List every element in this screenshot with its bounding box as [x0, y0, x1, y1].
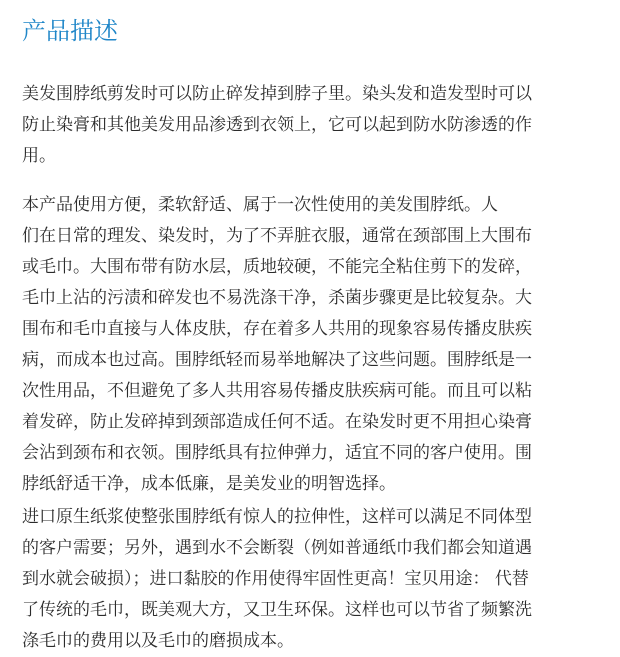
text-line: 脖纸舒适干净，成本低廉，是美发业的明智选择。 — [22, 474, 396, 494]
text-line: 着发碎，防止发碎掉到颈部造成任何不适。在染发时更不用担心染膏 — [22, 412, 532, 432]
text-line: 会沾到颈布和衣领。围脖纸具有拉伸弹力，适宜不同的客户使用。围 — [22, 443, 532, 463]
text-line: 或毛巾。大围布带有防水层，质地较硬，不能完全粘住剪下的发碎， — [22, 257, 532, 277]
text-line: 次性用品，不但避免了多人共用容易传播皮肤疾病可能。而且可以粘 — [22, 381, 532, 401]
text-line: 防止染膏和其他美发用品渗透到衣领上，它可以起到防水防渗透的作 — [22, 115, 532, 135]
text-line: 本产品使用方便，柔软舒适、属于一次性使用的美发围脖纸。人 — [22, 195, 498, 215]
text-line: 美发围脖纸剪发时可以防止碎发掉到脖子里。染头发和造发型时可以 — [22, 84, 532, 104]
text-line: 毛巾上沾的污渍和碎发也不易洗涤干净，杀菌步骤更是比较复杂。大 — [22, 288, 532, 308]
paragraph-benefits — [22, 190, 608, 500]
paragraph-usage — [22, 79, 608, 172]
text-line: 到水就会破损）；进口黏胶的作用使得牢固性更高！宝贝用途： 代替 — [22, 569, 529, 589]
text-line: 涤毛巾的费用以及毛巾的磨损成本。 — [22, 631, 294, 651]
text-line: 围布和毛巾直接与人体皮肤，存在着多人共用的现象容易传播皮肤疾 — [22, 319, 532, 339]
text-line: 进口原生纸浆使整张围脖纸有惊人的拉伸性，这样可以满足不同体型 — [22, 507, 532, 527]
text-line: 们在日常的理发、染发时，为了不弄脏衣服，通常在颈部围上大围布 — [22, 226, 532, 246]
text-line: 的客户需要；另外，遇到水不会断裂（例如普通纸巾我们都会知道遇 — [22, 538, 532, 558]
paragraph-material — [22, 502, 608, 657]
section-heading: 产品描述 — [22, 17, 118, 45]
text-line: 病，而成本也过高。围脖纸轻而易举地解决了这些问题。围脖纸是一 — [22, 350, 532, 370]
text-line: 用。 — [22, 146, 56, 166]
text-line: 了传统的毛巾，既美观大方，又卫生环保。这样也可以节省了频繁洗 — [22, 600, 532, 620]
